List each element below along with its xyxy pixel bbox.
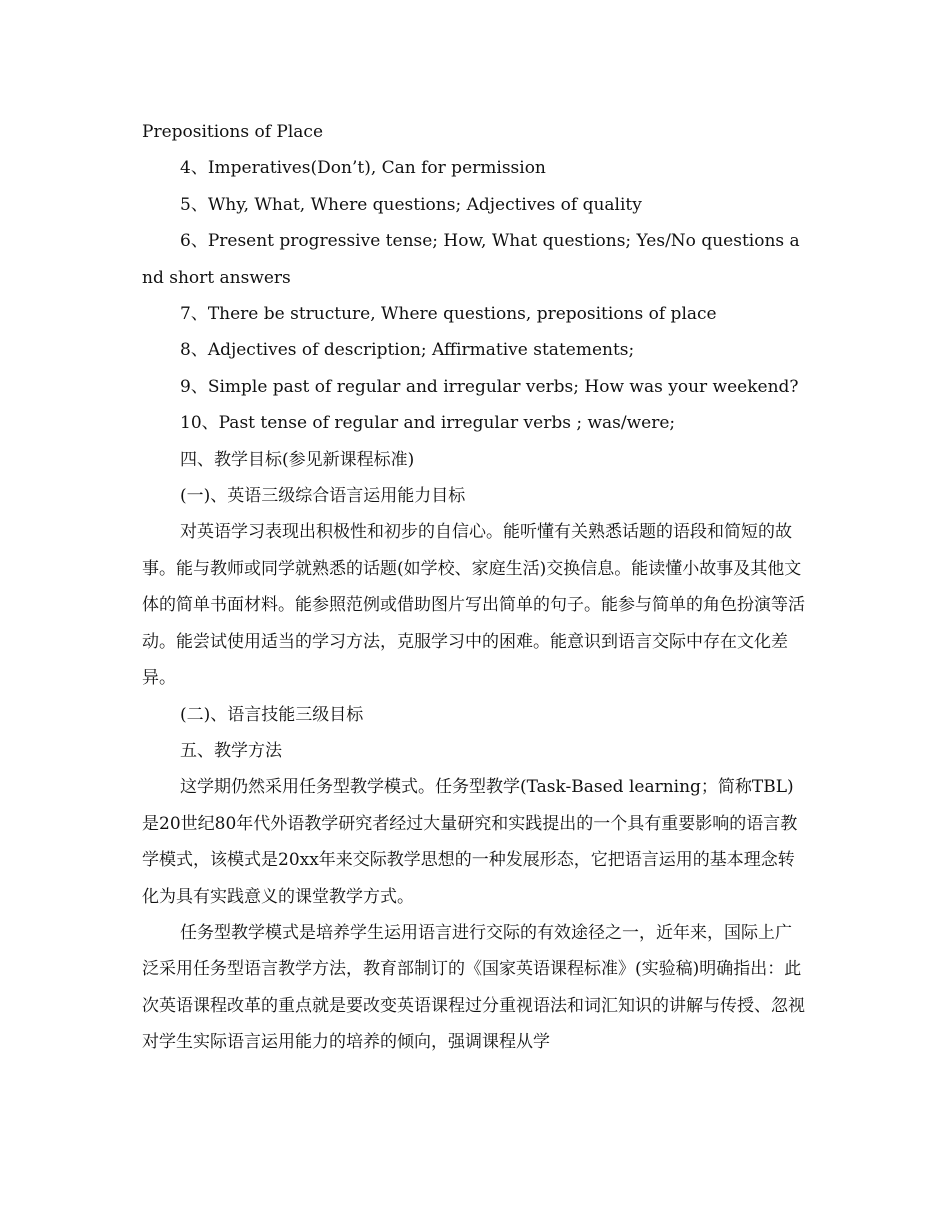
paragraph-prepositions-of-place: Prepositions of Place	[142, 122, 324, 142]
paragraph-item-10: 10、Past tense of regular and irregular verbs ; was/were;	[180, 413, 676, 434]
section-heading-teaching-goals: 四、教学目标(参见新课程标准)	[180, 449, 415, 470]
paragraph-goals-description: 对英语学习表现出积极性和初步的自信心。能听懂有关熟悉话题的语段和简短的故事。能与教师或同学就熟悉的话题(如学校、家庭生活)交换信息。能读懂小故事及其他文体的简单书面材料。能参照范例或借助图片写出简单的句子。能参与简单的角色扮演等活动。能尝试使用适当的学习方法，克服学习中的困难。能意识到语言交际中存在文化差异。	[142, 522, 805, 689]
paragraph-item-7: 7、There be structure, Where questions, prepositions of place	[180, 304, 717, 325]
paragraph-item-9: 9、Simple past of regular and irregular verbs; How was your weekend?	[180, 376, 799, 397]
paragraph-item-4: 4、Imperatives(Don’t), Can for permission	[180, 158, 546, 179]
subheading-level-three-goals: (一)、英语三级综合语言运用能力目标	[180, 486, 466, 507]
section-heading-teaching-methods: 五、教学方法	[180, 740, 282, 761]
paragraph-item-8: 8、Adjectives of description; Affirmative statements;	[180, 340, 635, 361]
paragraph-tbl-effectiveness: 任务型教学模式是培养学生运用语言进行交际的有效途径之一，近年来，国际上广泛采用任务型语言教学方法，教育部制订的《国家英语课程标准》(实验稿)明确指出：此次英语课程改革的重点就是要改变英语课程过分重视语法和词汇知识的讲解与传授、忽视对学生实际语言运用能力的培养的倾向，强调课程从学	[142, 922, 805, 1053]
paragraph-item-6: 6、Present progressive tense; How, What questions; Yes/No questions and short answers	[142, 231, 800, 288]
document-body	[142, 114, 807, 1061]
paragraph-tbl-intro: 这学期仍然采用任务型教学模式。任务型教学(Task-Based learning；简称TBL)是20世纪80年代外语教学研究者经过大量研究和实践提出的一个具有重要影响的语言教学模式，该模式是20xx年来交际教学思想的一种发展形态，它把语言运用的基本理念转化为具有实践意义的课堂教学方式。	[142, 777, 798, 907]
paragraph-item-5: 5、Why, What, Where questions; Adjectives of quality	[180, 194, 642, 215]
subheading-language-skills: (二)、语言技能三级目标	[180, 704, 364, 725]
